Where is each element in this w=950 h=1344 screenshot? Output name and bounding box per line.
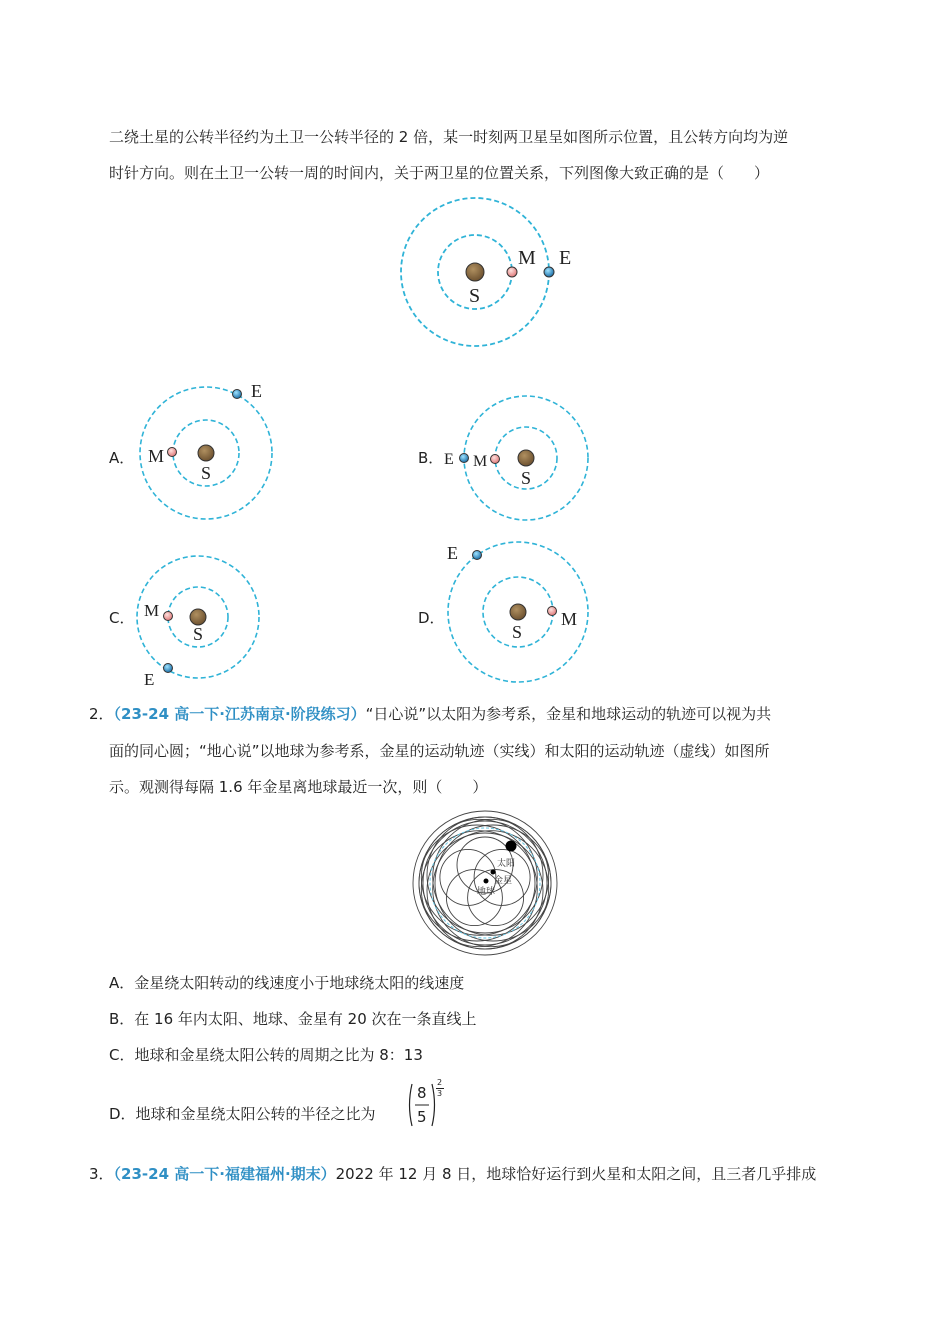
venus-label: 金星: [494, 876, 513, 886]
q2-option-b[interactable]: B．在 16 年内太阳、地球、金星有 20 次在一条直线上: [109, 1010, 477, 1028]
q2-option-d-fraction: [407, 1080, 447, 1130]
q3-number: 3．: [89, 1165, 114, 1183]
q2-trajectory-figure: [412, 810, 558, 956]
q2-text-line1: [89, 704, 771, 724]
svg-text:E: E: [444, 451, 454, 468]
q3-text-line1-rest: 2022 年 12 月 8 日，地球恰好运行到火星和太阳之间，且三者几乎排成: [335, 1165, 817, 1183]
option-b-figure[interactable]: [440, 392, 592, 526]
svg-text:S: S: [193, 624, 204, 644]
saturn-dot: [466, 263, 484, 281]
q2-text-line2: 面的同心圆；“地心说”以地球为参考系，金星的运动轨迹（实线）和太阳的运动轨迹（虚线）如图所: [109, 742, 770, 760]
option-d-figure[interactable]: [444, 540, 592, 685]
q3-text-line1: [89, 1164, 816, 1184]
q3-source: （23-24 高一下·福建福州·期末）: [113, 1165, 336, 1183]
option-a-figure[interactable]: [137, 380, 277, 525]
svg-text:M: M: [144, 601, 160, 620]
svg-text:M: M: [473, 453, 488, 470]
option-c-figure[interactable]: [134, 553, 266, 689]
q1-text-line1: 二绕土星的公转半径约为土卫一公转半径的 2 倍，某一时刻两卫星呈如图所示位置，且公转方向均为逆: [109, 128, 789, 146]
q2-option-c[interactable]: C．地球和金星绕太阳公转的周期之比为 8：13: [109, 1046, 423, 1064]
earth-label: 地球: [477, 887, 496, 897]
earth-dot: [484, 879, 489, 884]
svg-text:E: E: [144, 670, 155, 689]
svg-text:E: E: [447, 543, 458, 563]
q2-option-d[interactable]: D．地球和金星绕太阳公转的半径之比为: [109, 1105, 376, 1123]
option-d-label[interactable]: D．: [418, 609, 445, 627]
svg-text:E: E: [251, 381, 262, 401]
fraction-denominator: 5: [417, 1108, 427, 1126]
moon-m-dot: [507, 267, 517, 277]
moon-e-dot: [544, 267, 554, 277]
svg-text:S: S: [512, 622, 523, 642]
svg-text:S: S: [201, 463, 212, 483]
q2-text-line3: 示。观测得每隔 1.6 年金星离地球最近一次，则（ ）: [109, 778, 488, 796]
q2-text-line1-rest: “日心说”以太阳为参考系，金星和地球运动的轨迹可以视为共: [365, 705, 772, 723]
label-m: M: [518, 247, 536, 269]
svg-text:M: M: [561, 609, 578, 629]
option-c-label[interactable]: C．: [109, 609, 135, 627]
q2-option-a[interactable]: A．金星绕太阳转动的线速度小于地球绕太阳的线速度: [109, 974, 465, 992]
sun-label: 太阳: [497, 859, 516, 869]
q1-main-figure: [398, 195, 582, 355]
q2-source: （23-24 高一下·江苏南京·阶段练习）: [113, 705, 366, 723]
exponent-numerator: 2: [437, 1078, 443, 1087]
svg-text:M: M: [148, 446, 165, 466]
svg-text:S: S: [521, 468, 532, 488]
q1-text-line2: 时针方向。则在土卫一公转一周的时间内，关于两卫星的位置关系，下列图像大致正确的是（ ）: [109, 164, 770, 182]
fraction-numerator: 8: [417, 1084, 427, 1102]
sun-dot: [506, 841, 517, 852]
option-a-label[interactable]: A．: [109, 449, 135, 467]
venus-dot: [491, 870, 496, 875]
label-s: S: [469, 285, 481, 307]
exponent-denominator: 3: [437, 1089, 443, 1098]
q2-number: 2．: [89, 705, 114, 723]
label-e: E: [559, 247, 572, 269]
option-b-label[interactable]: B．: [418, 449, 444, 467]
